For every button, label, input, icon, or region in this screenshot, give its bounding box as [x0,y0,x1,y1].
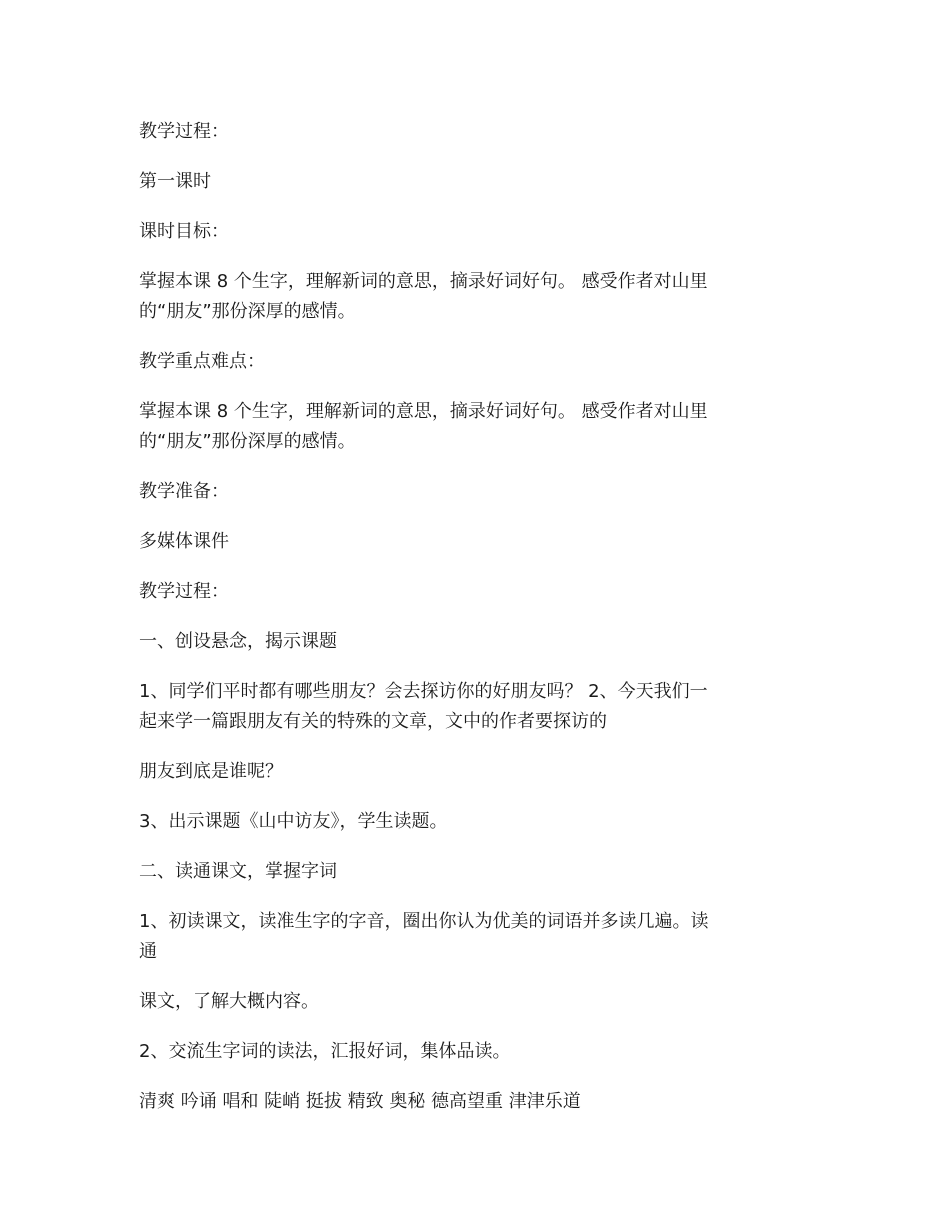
section-heading-2: 二、读通课文，掌握字词 [139,861,337,882]
heading-teaching-process-2: 教学过程： [139,581,229,602]
heading-key-points: 教学重点难点： [139,351,265,372]
key-points-text-line: 的“朋友”那份深厚的感情。 [139,431,356,452]
goals-text-line: 掌握本课 8 个生字，理解新词的意思，摘录好词好句。 感受作者对山里 [139,271,708,292]
paragraph-line: 朋友到底是谁呢？ [139,761,283,782]
preparation-text: 多媒体课件 [139,531,229,552]
paragraph-line: 课文，了解大概内容。 [139,991,319,1012]
heading-lesson-goals: 课时目标： [139,221,229,242]
key-points-text-line: 掌握本课 8 个生字，理解新词的意思，摘录好词好句。 感受作者对山里 [139,401,708,422]
vocabulary-list: 清爽 吟诵 唱和 陡峭 挺拔 精致 奥秘 德高望重 津津乐道 [139,1091,581,1112]
paragraph-line: 3、出示课题《山中访友》，学生读题。 [139,811,448,832]
paragraph-line: 1、同学们平时都有哪些朋友？会去探访你的好朋友吗？ 2、今天我们一 [139,681,708,702]
paragraph-line: 通 [139,941,157,962]
heading-teaching-process: 教学过程： [139,121,229,142]
section-heading-1: 一、创设悬念，揭示课题 [139,631,337,652]
goals-text-line: 的“朋友”那份深厚的感情。 [139,301,356,322]
paragraph-line: 2、交流生字词的读法，汇报好词，集体品读。 [139,1041,511,1062]
paragraph-line: 起来学一篇跟朋友有关的特殊的文章，文中的作者要探访的 [139,711,607,732]
paragraph-line: 1、初读课文，读准生字的字音，圈出你认为优美的词语并多读几遍。读 [139,911,709,932]
heading-first-lesson: 第一课时 [139,171,211,192]
heading-preparation: 教学准备： [139,481,229,502]
